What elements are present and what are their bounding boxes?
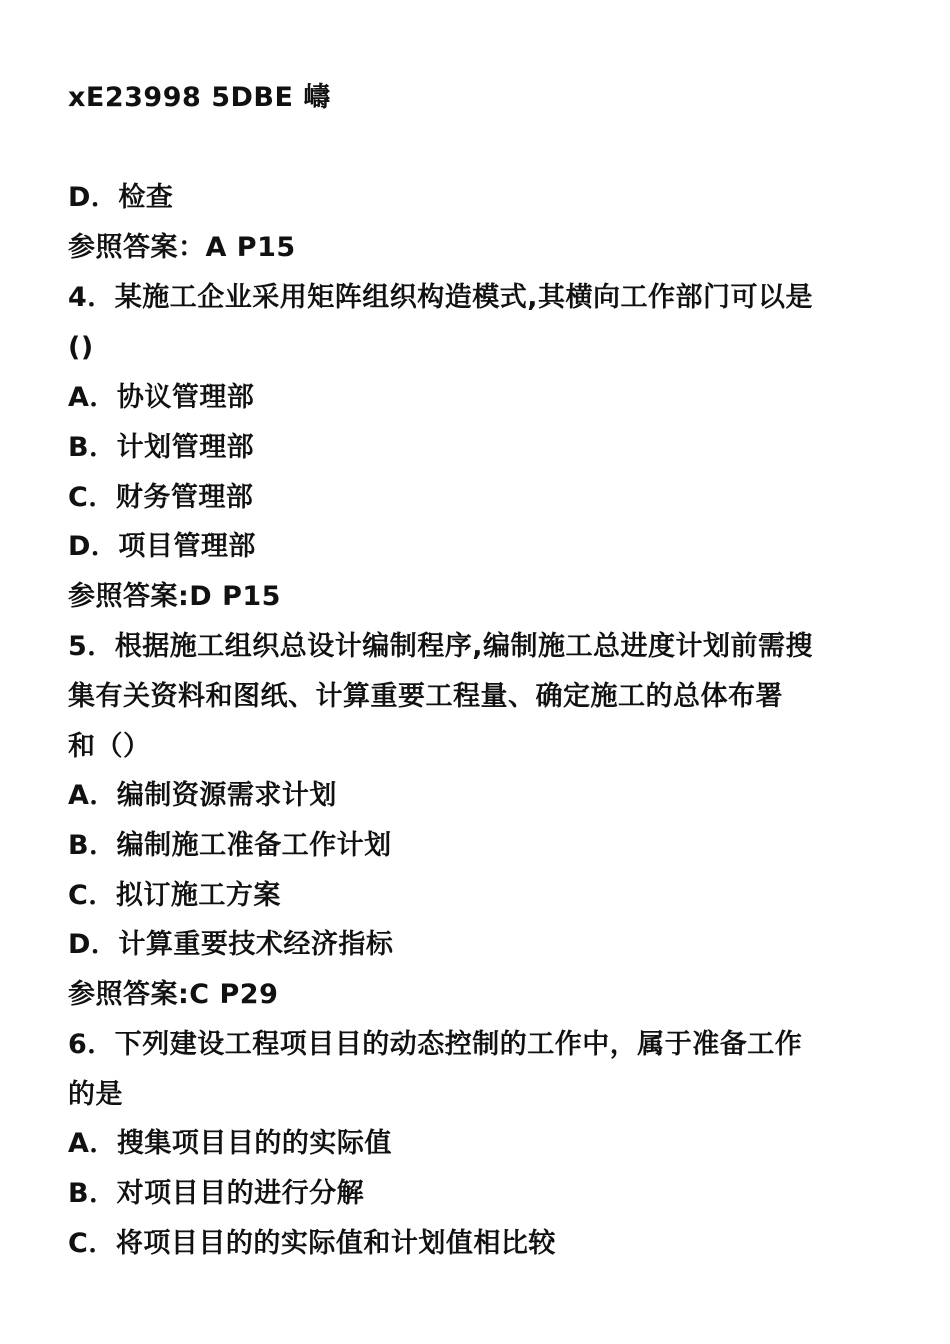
document-header-code: xE23998 5DBE 嶹 [68, 82, 331, 113]
q4-question-line-1: 4．某施工企业采用矩阵组织构造模式,其横向工作部门可以是 [68, 282, 814, 313]
q5-answer: 参照答案:C P29 [68, 979, 279, 1010]
q4-option-d: D．项目管理部 [68, 531, 256, 562]
q5-option-b: B．编制施工准备工作计划 [68, 830, 392, 861]
q4-question-line-2: () [68, 332, 94, 363]
q6-question-line-1: 6．下列建设工程项目目的动态控制的工作中，属于准备工作 [68, 1029, 803, 1060]
q4-answer: 参照答案:D P15 [68, 581, 281, 612]
q5-option-d: D．计算重要技术经济指标 [68, 929, 394, 960]
q4-option-b: B．计划管理部 [68, 432, 255, 463]
q3-answer: 参照答案：A P15 [68, 232, 296, 263]
q3-option-d: D．检查 [68, 182, 174, 213]
q4-option-c: C．财务管理部 [68, 482, 254, 513]
q6-question-line-2: 的是 [68, 1079, 123, 1110]
q5-question-line-2: 集有关资料和图纸、计算重要工程量、确定施工的总体布署 [68, 681, 783, 712]
q5-option-a: A．编制资源需求计划 [68, 780, 337, 811]
q6-option-c: C．将项目目的的实际值和计划值相比较 [68, 1228, 556, 1259]
q5-question-line-1: 5．根据施工组织总设计编制程序,编制施工总进度计划前需搜 [68, 631, 814, 662]
q5-question-line-3: 和（） [68, 731, 151, 762]
q5-option-c: C．拟订施工方案 [68, 880, 281, 911]
q6-option-b: B．对项目目的进行分解 [68, 1178, 365, 1209]
q4-option-a: A．协议管理部 [68, 382, 255, 413]
q6-option-a: A．搜集项目目的的实际值 [68, 1128, 392, 1159]
